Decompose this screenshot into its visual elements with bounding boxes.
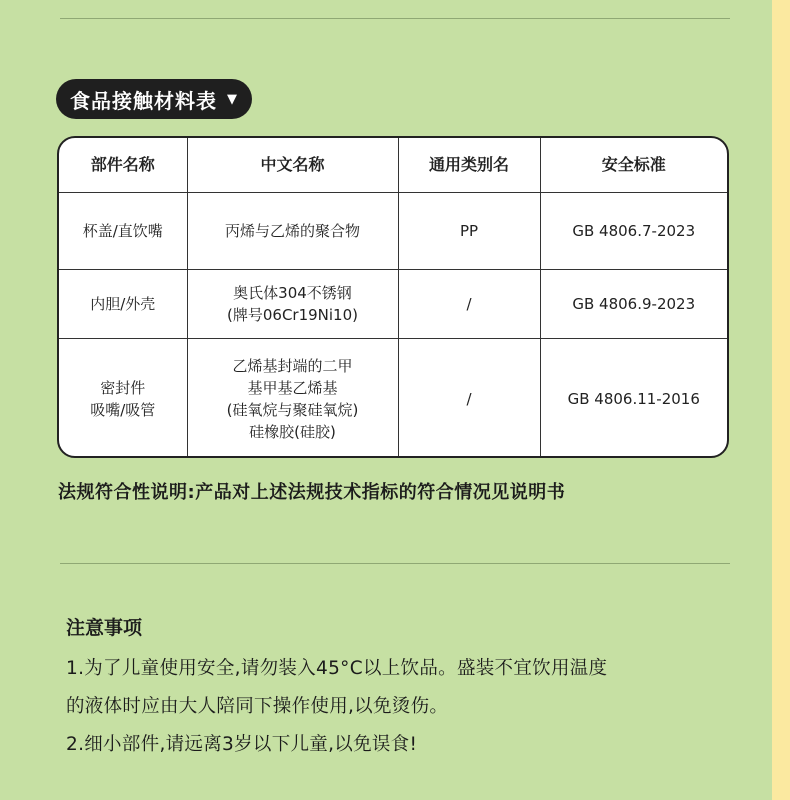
cell-text: 密封件 (100, 379, 146, 397)
table-row (59, 339, 727, 459)
notice-line: 1.为了儿童使用安全,请勿装入45°C以上饮品。盛装不宜饮用温度 (66, 658, 608, 679)
cell-category: / (398, 339, 540, 459)
cell-text: 奥氏体304不锈钢 (233, 284, 352, 302)
table-row (59, 193, 727, 270)
cell-name (187, 339, 398, 459)
cell-standard: GB 4806.11-2016 (540, 339, 727, 459)
table-header-row (59, 138, 727, 193)
header-standard: 安全标准 (540, 138, 727, 193)
header-part: 部件名称 (59, 138, 187, 193)
cell-text: 杯盖/直饮嘴 (82, 222, 163, 240)
cell-category: / (398, 270, 540, 339)
cell-text: 内胆/外壳 (90, 295, 156, 313)
divider-top (60, 18, 730, 19)
cell-text: 硅橡胶(硅胶) (249, 423, 336, 441)
cell-text: (硅氧烷与聚硅氧烷) (226, 401, 359, 419)
compliance-note: 法规符合性说明:产品对上述法规技术指标的符合情况见说明书 (58, 482, 566, 503)
section-title-pill (56, 79, 252, 119)
cell-part (59, 339, 187, 459)
cell-text: 丙烯与乙烯的聚合物 (224, 222, 360, 240)
cell-text: 吸嘴/吸管 (90, 401, 156, 419)
cell-standard: GB 4806.9-2023 (540, 270, 727, 339)
cell-part (59, 270, 187, 339)
materials-table (59, 138, 727, 458)
cell-text: (牌号06Cr19Ni10) (227, 306, 358, 324)
divider-middle (60, 563, 730, 564)
table-row (59, 270, 727, 339)
cell-standard: GB 4806.7-2023 (540, 193, 727, 270)
triangle-down-icon: ▼ (227, 91, 238, 107)
cell-category: PP (398, 193, 540, 270)
notice-title: 注意事项 (66, 617, 143, 639)
cell-part (59, 193, 187, 270)
notice-line: 2.细小部件,请远离3岁以下儿童,以免误食! (66, 734, 418, 755)
cell-text: 乙烯基封端的二甲 (232, 357, 353, 375)
notice-line: 的液体时应由大人陪同下操作使用,以免烫伤。 (66, 696, 449, 717)
header-category: 通用类别名 (398, 138, 540, 193)
materials-table-container (57, 136, 729, 458)
cell-name (187, 270, 398, 339)
cell-text: 基甲基乙烯基 (247, 379, 338, 397)
header-chinese-name: 中文名称 (187, 138, 398, 193)
section-title: 食品接触材料表 (70, 88, 217, 113)
cell-name (187, 193, 398, 270)
